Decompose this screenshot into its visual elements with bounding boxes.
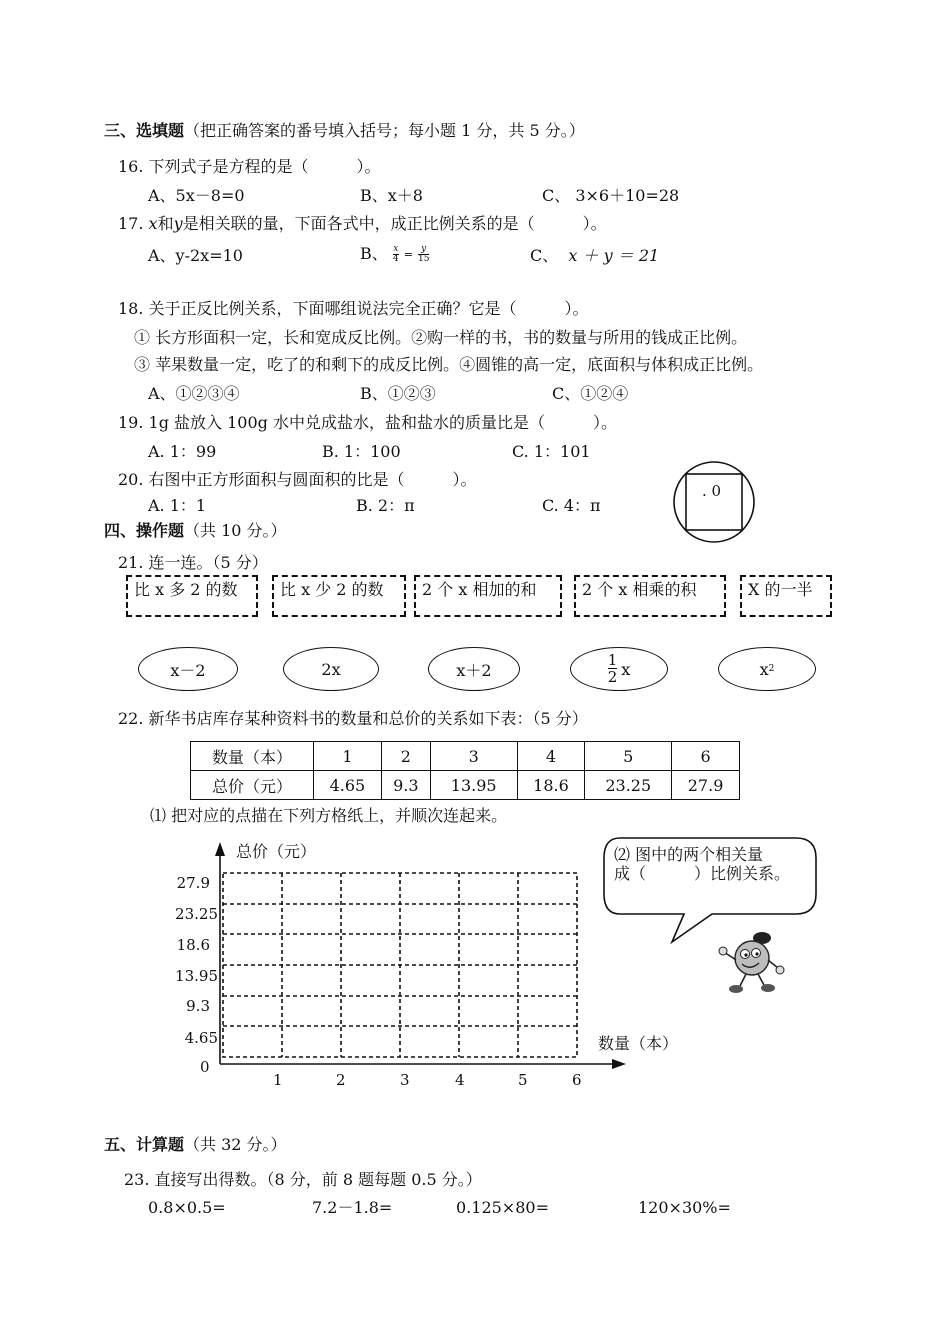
- y-tick-label: 18.6: [176, 936, 210, 954]
- q18-option-b: B、①②③: [360, 384, 436, 403]
- expression-oval[interactable]: 1 2 x: [570, 647, 668, 691]
- section3-title: 三、选填题: [104, 121, 185, 140]
- q20-option-a: A. 1：1: [148, 496, 207, 515]
- q19-option-a: A. 1：99: [148, 442, 217, 461]
- table-cell: 23.25: [585, 771, 672, 800]
- calc-item: 0.8×0.5=: [148, 1198, 226, 1217]
- x-tick-label: 2: [336, 1071, 346, 1089]
- q20-stem: 20. 右图中正方形面积与圆面积的比是（ ）。: [118, 470, 477, 489]
- graph-origin: 0: [200, 1058, 210, 1076]
- graph-grid: [223, 873, 577, 1057]
- q19-option-c: C. 1：101: [512, 442, 591, 461]
- phrase-box[interactable]: 比 x 少 2 的数: [272, 575, 406, 617]
- section5-title: 五、计算题: [104, 1135, 185, 1154]
- phrase-box[interactable]: 2 个 x 相加的和: [414, 575, 562, 617]
- q20-option-b: B. 2：π: [356, 496, 415, 515]
- calc-item: 7.2－1.8=: [312, 1198, 393, 1217]
- q18-statement-1: ① 长方形面积一定，长和宽成反比例。②购一样的书，书的数量与所用的钱成正比例。: [134, 328, 748, 347]
- q20-option-c: C. 4：π: [542, 496, 601, 515]
- section5-note: （共 32 分。）: [184, 1135, 287, 1154]
- q16-option-c: C、 3×6＋10=28: [542, 186, 680, 205]
- q18-statement-2: ③ 苹果数量一定，吃了的和剩下的成反比例。④圆锥的高一定，底面积与体积成正比例。: [134, 355, 764, 374]
- q23-stem: 23. 直接写出得数。（8 分，前 8 题每题 0.5 分。）: [124, 1170, 482, 1189]
- y-tick-label: 13.95: [175, 967, 218, 985]
- table-cell: 3: [430, 742, 517, 771]
- section4-title: 四、操作题: [104, 521, 185, 540]
- q16-option-a: A、5x－8=0: [148, 186, 245, 205]
- table-cell: 18.6: [517, 771, 585, 800]
- x-tick-label: 6: [572, 1071, 582, 1089]
- calc-item: 0.125×80=: [456, 1198, 549, 1217]
- circle-center-label: . 0: [702, 482, 722, 500]
- q17-stem: 17. x和y是相关联的量，下面各式中，成正比例关系的是（ ）。: [118, 214, 607, 233]
- table-cell: 2: [381, 742, 430, 771]
- expression-oval[interactable]: x 2: [718, 647, 816, 691]
- q22-stem: 22. 新华书店库存某种资料书的数量和总价的关系如下表：（5 分）: [118, 709, 588, 728]
- table-header-cell: 总价（元）: [191, 771, 314, 800]
- q17-option-b: B、 $\frac{x}{4}$ = $\frac{y}{15}$: [360, 244, 430, 264]
- table-cell: 4.65: [314, 771, 382, 800]
- expression-oval[interactable]: 2x: [283, 647, 379, 691]
- x-tick-label: 5: [518, 1071, 528, 1089]
- phrase-box[interactable]: 比 x 多 2 的数: [126, 575, 258, 617]
- section5-heading: [104, 1135, 287, 1154]
- expression-oval[interactable]: x－2: [138, 647, 238, 691]
- table-cell: 9.3: [381, 771, 430, 800]
- bubble-line-2: 成（ ）比例关系。: [614, 864, 791, 883]
- table-header-cell: 数量（本）: [191, 742, 314, 771]
- phrase-box[interactable]: 2 个 x 相乘的积: [574, 575, 726, 617]
- q21-stem: 21. 连一连。（5 分）: [118, 553, 268, 572]
- phrase-box[interactable]: X 的一半: [740, 575, 832, 617]
- table-cell: 6: [672, 742, 740, 771]
- cartoon-mascot-icon: [712, 930, 788, 996]
- table-cell: 4: [517, 742, 585, 771]
- x-tick-label: 3: [400, 1071, 410, 1089]
- table-cell: 27.9: [672, 771, 740, 800]
- graph-x-title: 数量（本）: [598, 1034, 679, 1053]
- expression-oval[interactable]: x＋2: [428, 647, 520, 691]
- section4-note: （共 10 分。）: [184, 521, 287, 540]
- graph-y-title: 总价（元）: [236, 842, 317, 861]
- q18-stem: 18. 关于正反比例关系，下面哪组说法完全正确？它是（ ）。: [118, 299, 589, 318]
- y-tick-label: 9.3: [186, 997, 210, 1015]
- y-tick-label: 4.65: [184, 1029, 218, 1047]
- q22-sub1: ⑴ 把对应的点描在下列方格纸上，并顺次连起来。: [150, 806, 508, 825]
- q16-stem: 16. 下列式子是方程的是（ ）。: [118, 157, 381, 176]
- q18-option-c: C、①②④: [552, 384, 629, 403]
- calc-item: 120×30%=: [638, 1198, 731, 1217]
- table-cell: 1: [314, 742, 382, 771]
- fraction-one-half: 1 2: [607, 651, 618, 686]
- q18-option-a: A、①②③④: [148, 384, 240, 403]
- x-tick-label: 4: [455, 1071, 465, 1089]
- bubble-line-1: ⑵ 图中的两个相关量: [614, 845, 764, 864]
- section3-note: （把正确答案的番号填入括号；每小题 1 分，共 5 分。）: [184, 121, 585, 140]
- y-tick-label: 27.9: [176, 874, 210, 892]
- q19-option-b: B. 1：100: [322, 442, 401, 461]
- table-cell: 13.95: [430, 771, 517, 800]
- y-tick-label: 23.25: [175, 905, 218, 923]
- q16-option-b: B、x＋8: [360, 186, 423, 205]
- fraction-y-over-15: $\frac{y}{15}$: [418, 244, 430, 264]
- x-axis: [220, 1059, 626, 1069]
- q17-option-a: A、y-2x=10: [148, 246, 243, 265]
- x-tick-label: 1: [273, 1071, 283, 1089]
- table-cell: 5: [585, 742, 672, 771]
- fraction-x-over-4: $\frac{x}{4}$: [392, 244, 399, 264]
- q17-option-c: C、 x ＋ y ＝ 21: [530, 246, 660, 265]
- q19-stem: 19. 1g 盐放入 100g 水中兑成盐水，盐和盐水的质量比是（ ）。: [118, 413, 617, 432]
